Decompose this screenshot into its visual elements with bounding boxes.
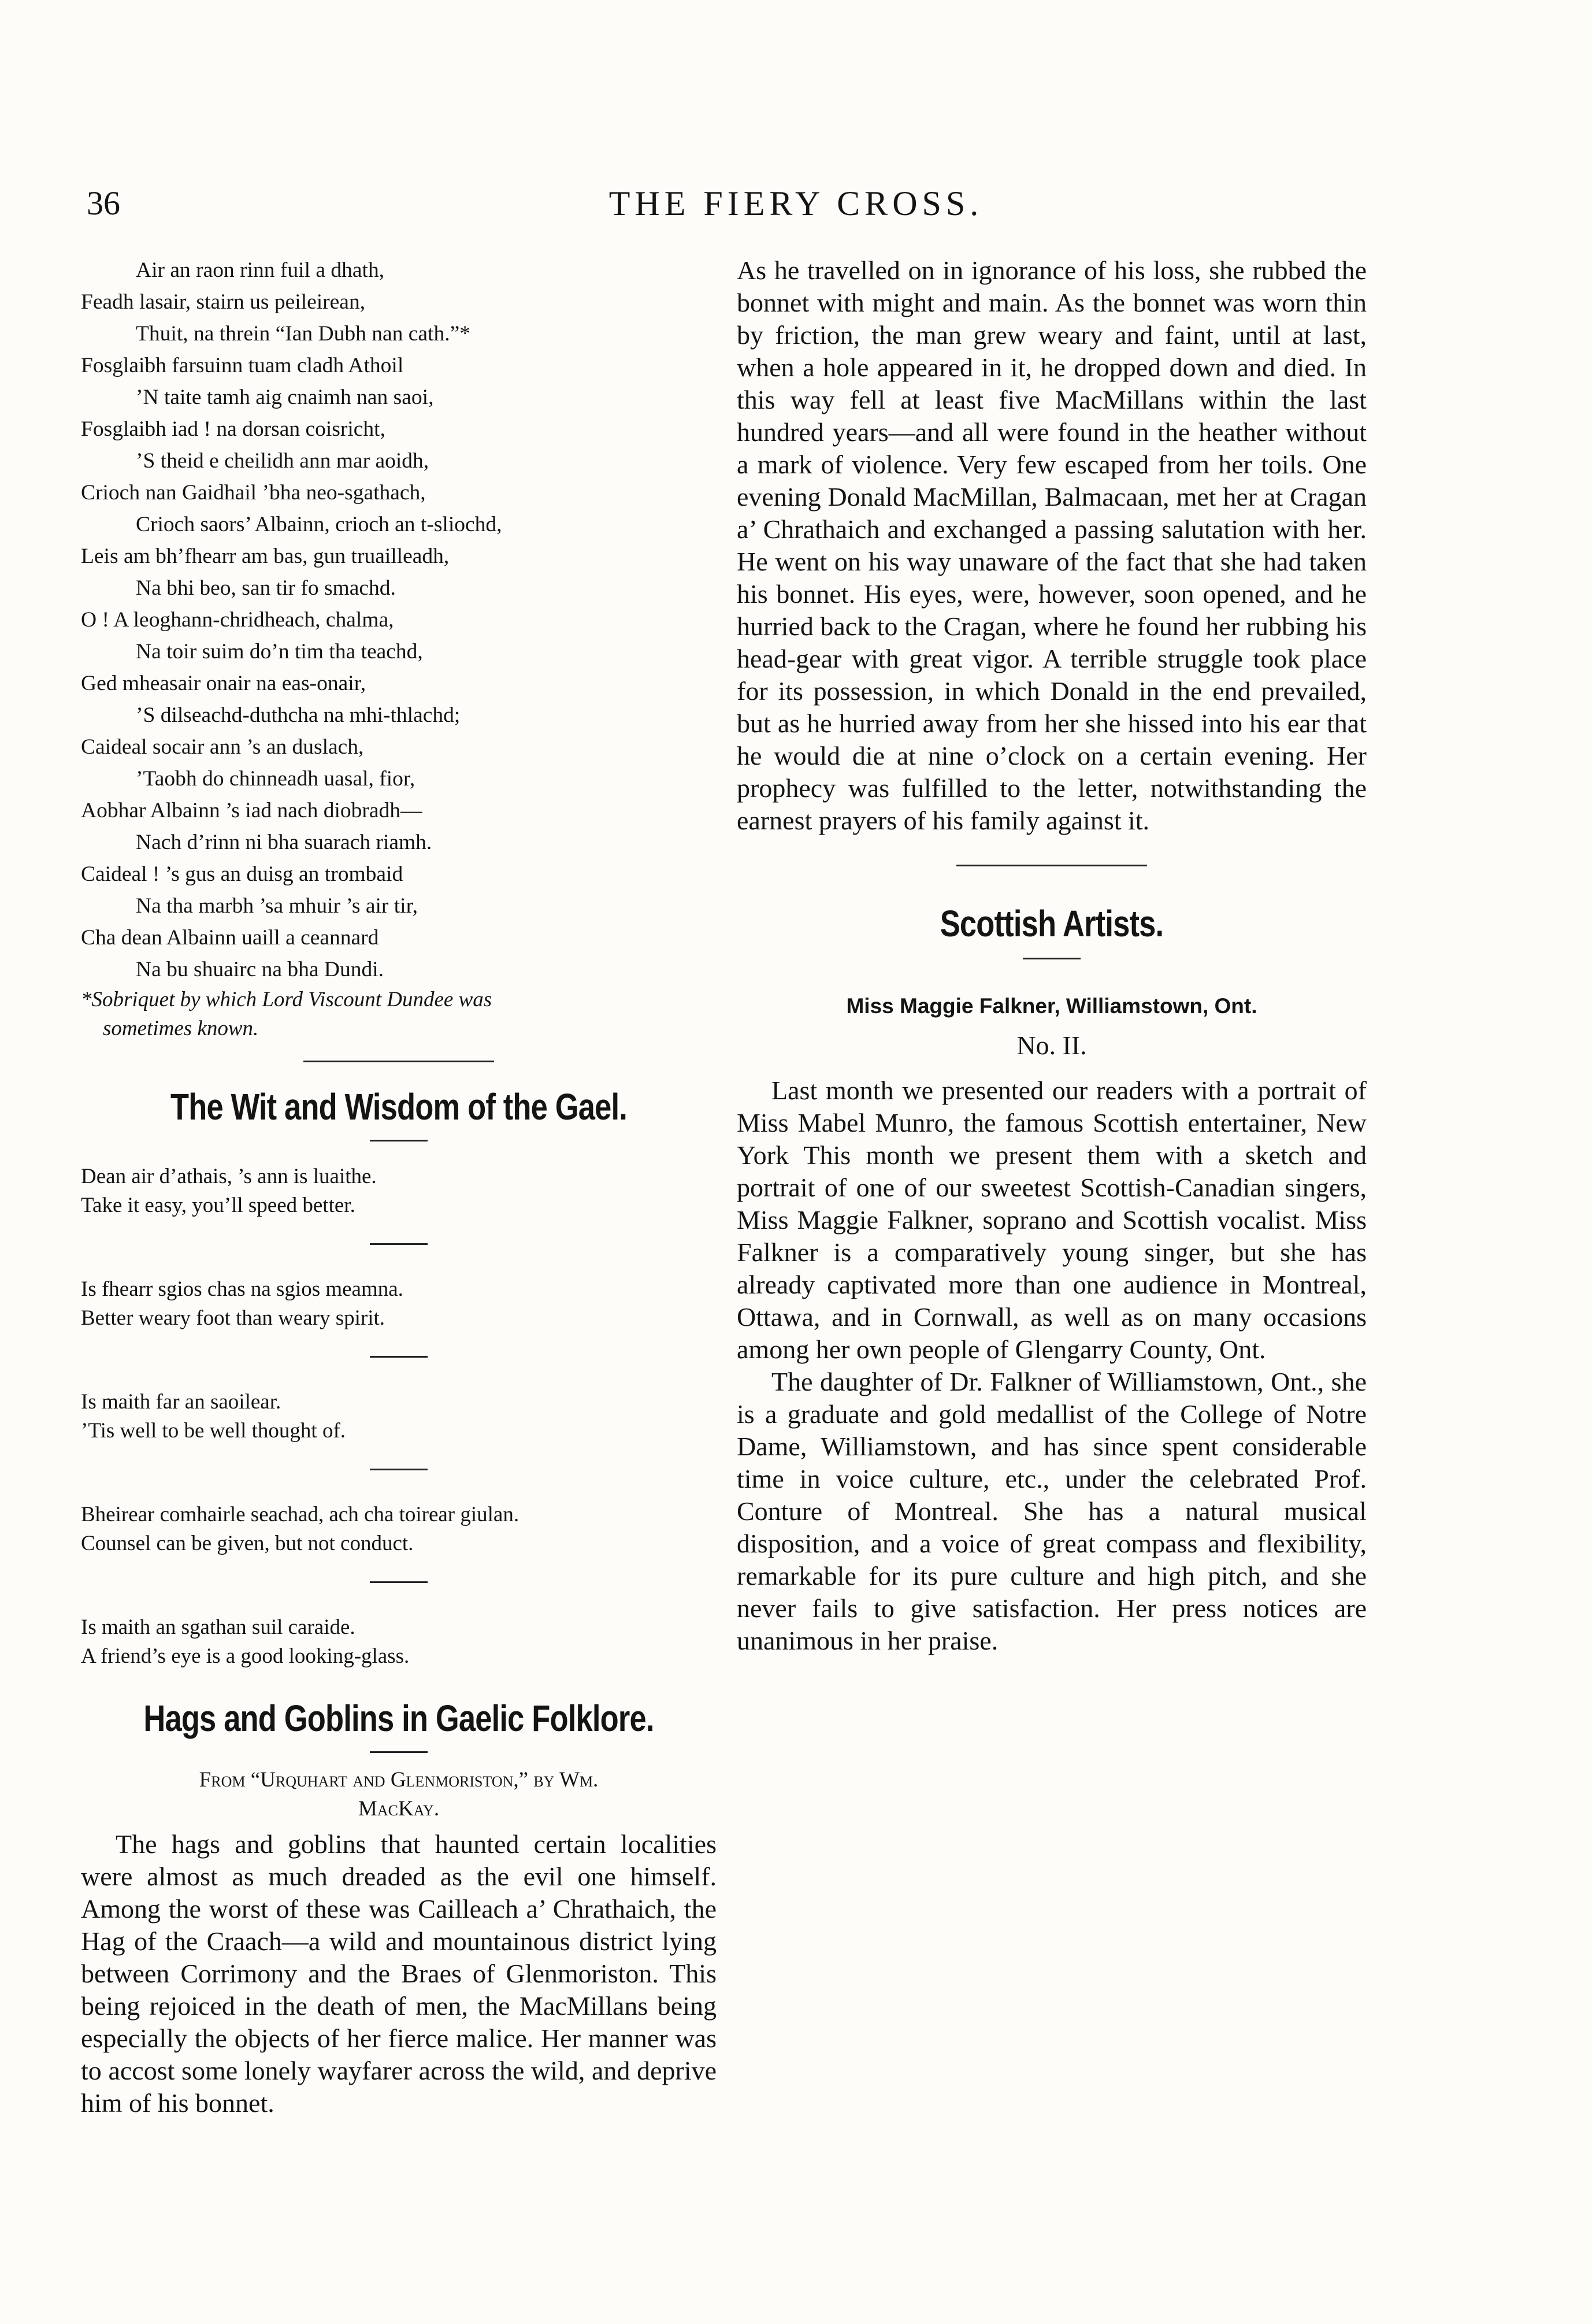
running-title: THE FIERY CROSS. — [608, 184, 984, 223]
hags-body — [81, 1828, 717, 2119]
left-column — [81, 254, 717, 2119]
artist-subheading: Miss Maggie Falkner, Williamstown, Ont. — [846, 994, 1257, 1018]
poem-line: Crioch nan Gaidhail ’bha neo-sgathach, — [81, 481, 426, 505]
proverb-english: Counsel can be given, but not conduct. — [81, 1532, 414, 1555]
artists-paragraph: The daughter of Dr. Falkner of Williamstown, Ont., she is a graduate and gold medallist of the College of Notre Dame, Williamstown, and has since spent considerable time in voice culture, etc., under the celebrated Prof. Conture of Montreal. She has a natural musical disposition, and a voice of great compass and flexibility, remarkable for its pure culture and high pitch, and she never fails to give satisfaction. Her press notices are unanimous in her praise. — [737, 1367, 1367, 1655]
poem-line: Fosglaibh farsuinn tuam cladh Athoil — [81, 354, 404, 377]
poem-line: Leis am bh’fhearr am bas, gun truailleadh, — [81, 544, 450, 568]
hags-paragraph-continued: As he travelled on in ignorance of his loss, she rubbed the bonnet with might and main. As the bonnet was worn thin by friction, the man grew weary and faint, until at last, when a hole appeared in it, he dropped down and died. In this way fell at least five MacMillans within the last hundred years—and all were found in the heather without a mark of violence. Very few escaped from her toils. One evening Donald MacMillan, Balmacaan, met her at Cragan a’ Chrathaich and exchanged a passing salutation with her. He went on his way unaware of the fact that she had taken his bonnet. His eyes, were, however, soon opened, and he hurried back to the Cragan, where he found her rubbing his head-gear with great vigor. A terrible struggle took place for its possession, in which Donald in the end prevailed, but as he hurried away from her she hissed into his ear that he would die at nine o’clock on a certain evening. Her prophecy was fulfilled to the letter, notwithstanding the earnest prayers of his family against it. — [737, 255, 1367, 835]
artists-paragraph: Last month we presented our readers with a portrait of Miss Mabel Munro, the famous Scottish entertainer, New York This month we present them with a sketch and portrait of one of our sweetest Scottish-Canadian singers, Miss Maggie Falkner, soprano and Scottish vocalist. Miss Falkner is a comparatively young singer, but she has already captivated more than one audience in Montreal, Ottawa, and in Cornwall, as well as on many occasions among her own people of Glengarry County, Ont. — [737, 1076, 1367, 1364]
heading-rule — [1023, 958, 1081, 959]
hags-paragraph: The hags and goblins that haunted certain localities were almost as much dreaded as the evil one himself. Among the worst of these was Cailleach a’ Chrathaich, the Hag of the Craach—a wild and mountainous district lying between Corrimony and the Braes of Glenmoriston. This being rejoiced in the death of men, the MacMillans being especially the objects of her fierce malice. Her manner was to accost some lonely wayfarer across the wild, and deprive him of his bonnet. — [81, 1829, 717, 2118]
proverb-divider — [370, 1243, 428, 1245]
poem-line: Ged mheasair onair na eas-onair, — [81, 672, 366, 695]
poem-line: Nach d’rinn ni bha suarach riamh. — [136, 831, 432, 854]
proverb-gaelic: Is maith far an saoilear. — [81, 1390, 281, 1414]
proverb-english: Better weary foot than weary spirit. — [81, 1306, 385, 1330]
heading-rule — [370, 1140, 428, 1141]
artists-heading: Scottish Artists. — [940, 903, 1164, 944]
proverb-gaelic: Is maith an sgathan suil caraide. — [81, 1615, 355, 1639]
poem-line: ’N taite tamh aig cnaimh nan saoi, — [136, 386, 434, 409]
poem-line: O ! A leoghann-chridheach, chalma, — [81, 608, 394, 632]
poem-line: Caideal socair ann ’s an duslach, — [81, 735, 364, 759]
proverb-english: A friend’s eye is a good looking-glass. — [81, 1644, 410, 1668]
proverb — [81, 1275, 717, 1333]
page-number: 36 — [87, 184, 120, 222]
source-author: MacKay. — [358, 1797, 440, 1821]
proverb — [81, 1388, 717, 1445]
hags-continued — [737, 254, 1367, 837]
heading-rule — [370, 1751, 428, 1753]
poem — [81, 254, 717, 985]
poem-line: ’S dilseachd-duthcha na mhi-thlachd; — [136, 703, 461, 727]
proverb — [81, 1500, 717, 1558]
poem-line: Na tha marbh ’sa mhuir ’s air tir, — [136, 894, 418, 918]
poem-line: ’S theid e cheilidh ann mar aoidh, — [136, 449, 429, 473]
wit-heading: The Wit and Wisdom of the Gael. — [170, 1086, 628, 1128]
proverb-list — [81, 1162, 717, 1671]
poem-line: Crioch saors’ Albainn, crioch an t-sliochd, — [136, 513, 502, 536]
article-number: No. II. — [1016, 1031, 1087, 1060]
poem-line: Cha dean Albainn uaill a ceannard — [81, 926, 379, 950]
proverb-divider — [370, 1581, 428, 1583]
proverb-gaelic: Bheirear comhairle seachad, ach cha toirear giulan. — [81, 1503, 519, 1526]
poem-line: Aobhar Albainn ’s iad nach diobradh— — [81, 799, 422, 822]
proverb-gaelic: Is fhearr sgios chas na sgios meamna. — [81, 1277, 403, 1301]
poem-line: Na toir suim do’n tim tha teachd, — [136, 640, 423, 664]
poem-line: Na bu shuairc na bha Dundi. — [136, 958, 384, 981]
poem-line: Thuit, na threin “Ian Dubh nan cath.”* — [136, 322, 470, 346]
source-line: From “Urquhart and Glenmoriston,” by Wm. — [199, 1768, 599, 1792]
footnote-line: sometimes known. — [103, 1017, 259, 1040]
footnote — [81, 985, 717, 1043]
hags-heading: Hags and Goblins in Gaelic Folklore. — [143, 1697, 654, 1739]
section-divider — [303, 1061, 494, 1062]
proverb — [81, 1613, 717, 1671]
proverb-gaelic: Dean air d’athais, ’s ann is luaithe. — [81, 1165, 377, 1188]
poem-line: Caideal ! ’s gus an duisg an trombaid — [81, 862, 403, 886]
poem-line: Feadh lasair, stairn us peileirean, — [81, 290, 366, 314]
proverb-divider — [370, 1469, 428, 1470]
artists-body — [737, 1074, 1367, 1657]
page-header — [0, 184, 1592, 236]
proverb-english: Take it easy, you’ll speed better. — [81, 1193, 355, 1217]
poem-line: Na bhi beo, san tir fo smachd. — [136, 576, 396, 600]
proverb-divider — [370, 1356, 428, 1358]
proverb-english: ’Tis well to be well thought of. — [81, 1419, 346, 1443]
poem-line: Fosglaibh iad ! na dorsan coisricht, — [81, 417, 385, 441]
proverb — [81, 1162, 717, 1220]
poem-line: ’Taobh do chinneadh uasal, fior, — [136, 767, 415, 791]
footnote-line: *Sobriquet by which Lord Viscount Dundee was — [81, 988, 492, 1011]
right-column — [737, 254, 1367, 1657]
section-divider — [956, 865, 1147, 866]
poem-line: Air an raon rinn fuil a dhath, — [136, 258, 385, 282]
